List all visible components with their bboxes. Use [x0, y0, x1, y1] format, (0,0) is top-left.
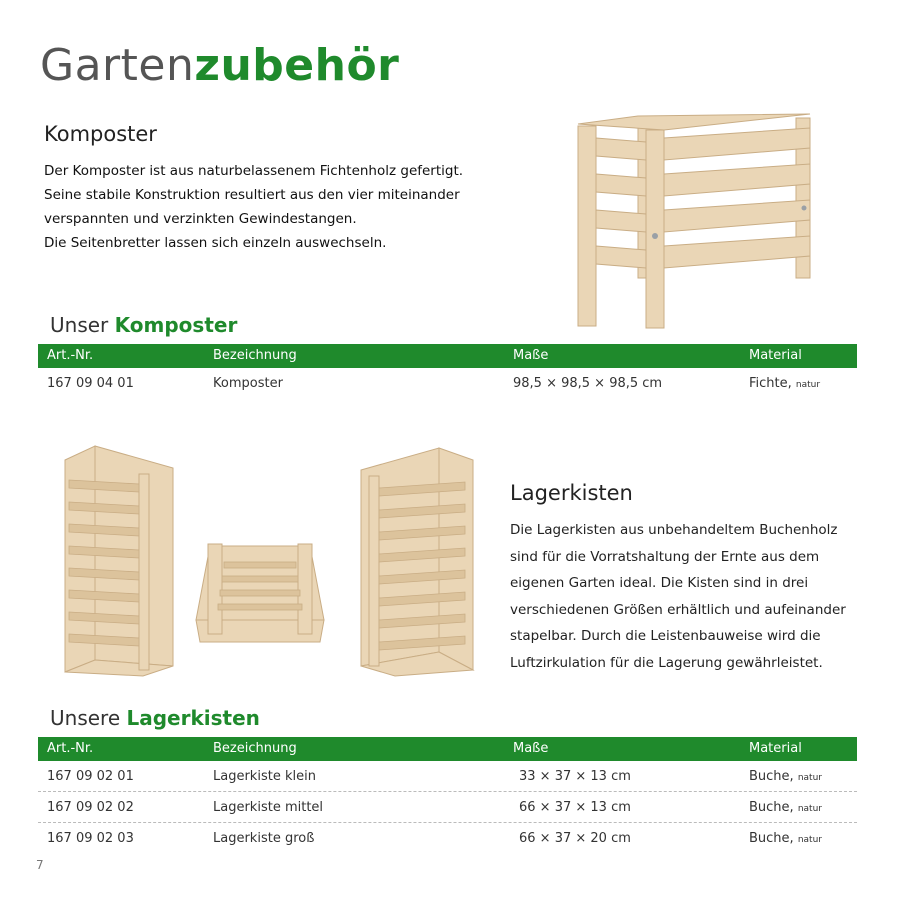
- cell-size: 33 × 37 × 13 cm: [519, 769, 631, 784]
- cell-name: Lagerkiste groß: [213, 831, 315, 846]
- komposter-heading: Komposter: [44, 122, 157, 146]
- table-row: [38, 792, 857, 823]
- page-title-bold: zubehör: [194, 40, 400, 91]
- finish-text: natur: [797, 773, 822, 783]
- komposter-description-line: verspannten und verzinkten Gewindestangen.: [44, 211, 357, 227]
- material-text: Buche,: [749, 800, 794, 815]
- table-row: [38, 368, 857, 399]
- table-header: [38, 737, 857, 761]
- column-header-name: Bezeichnung: [213, 348, 297, 363]
- material-text: Buche,: [749, 769, 794, 784]
- lagerkisten-description-line: Die Lagerkisten aus unbehandeltem Buchenholz: [510, 522, 838, 538]
- cell-material: [749, 368, 820, 401]
- komposter-description-line: Die Seitenbretter lassen sich einzeln auswechseln.: [44, 235, 387, 251]
- lagerkisten-description-line: Luftzirkulation für die Lagerung gewährleistet.: [510, 654, 823, 671]
- cell-name: Lagerkiste mittel: [213, 800, 324, 815]
- column-header-material: Material: [749, 741, 802, 756]
- cell-material: [749, 792, 822, 825]
- komposter-description-line: Der Komposter ist aus naturbelassenem Fichtenholz gefertigt.: [44, 163, 464, 179]
- cell-name: Lagerkiste klein: [213, 769, 316, 784]
- lagerkiste-image-tall: [55, 440, 181, 678]
- lagerkiste-image-large: [355, 440, 485, 678]
- cell-art: 167 09 02 02: [47, 800, 134, 815]
- komposter-section-title-light: Unser: [50, 313, 109, 337]
- komposter-table: [38, 344, 857, 399]
- lagerkisten-description-line: eigenen Garten ideal. Die Kisten sind in drei: [510, 575, 809, 591]
- material-text: Buche,: [749, 831, 794, 846]
- cell-name: Komposter: [213, 376, 283, 391]
- column-header-size: Maße: [513, 741, 549, 756]
- komposter-description-line: Seine stabile Konstruktion resultiert aus den vier miteinander: [44, 187, 460, 203]
- cell-material: [749, 761, 822, 794]
- komposter-section-title-bold: Komposter: [114, 313, 238, 337]
- cell-art: 167 09 02 03: [47, 831, 134, 846]
- column-header-art: Art.-Nr.: [47, 348, 94, 363]
- lagerkisten-section-title-light: Unsere: [50, 706, 121, 730]
- finish-text: natur: [795, 380, 821, 390]
- material-text: Fichte,: [749, 376, 792, 391]
- lagerkisten-description-line: sind für die Vorratshaltung der Ernte aus dem: [510, 548, 820, 565]
- cell-size: 66 × 37 × 13 cm: [519, 800, 631, 815]
- komposter-image: [568, 108, 824, 332]
- cell-art: 167 09 02 01: [47, 769, 134, 784]
- lagerkisten-table: [38, 737, 857, 854]
- page-title-light: Garten: [40, 40, 195, 91]
- komposter-description: [44, 159, 463, 255]
- cell-size: 66 × 37 × 20 cm: [519, 831, 631, 846]
- column-header-size: Maße: [513, 348, 549, 363]
- page-number: 7: [36, 858, 44, 872]
- lagerkisten-section-title: [50, 706, 260, 730]
- lagerkisten-description-line: stapelbar. Durch die Leistenbauweise wird die: [510, 628, 821, 644]
- cell-material: [749, 823, 822, 856]
- lagerkiste-image-small: [190, 538, 330, 650]
- table-row: [38, 761, 857, 792]
- column-header-name: Bezeichnung: [213, 741, 297, 756]
- cell-art: 167 09 04 01: [47, 376, 134, 391]
- finish-text: natur: [797, 835, 822, 845]
- cell-size: 98,5 × 98,5 × 98,5 cm: [513, 376, 663, 391]
- table-row: [38, 823, 857, 854]
- lagerkisten-description-line: verschiedenen Größen erhältlich und aufeinander: [510, 601, 846, 618]
- lagerkisten-heading: Lagerkisten: [510, 481, 633, 505]
- column-header-material: Material: [749, 348, 802, 363]
- table-header: [38, 344, 857, 368]
- column-header-art: Art.-Nr.: [47, 741, 94, 756]
- komposter-section-title: [50, 313, 237, 337]
- lagerkisten-section-title-bold: Lagerkisten: [126, 706, 260, 730]
- finish-text: natur: [797, 804, 822, 814]
- page-title: [40, 40, 400, 91]
- lagerkisten-description: [510, 517, 846, 676]
